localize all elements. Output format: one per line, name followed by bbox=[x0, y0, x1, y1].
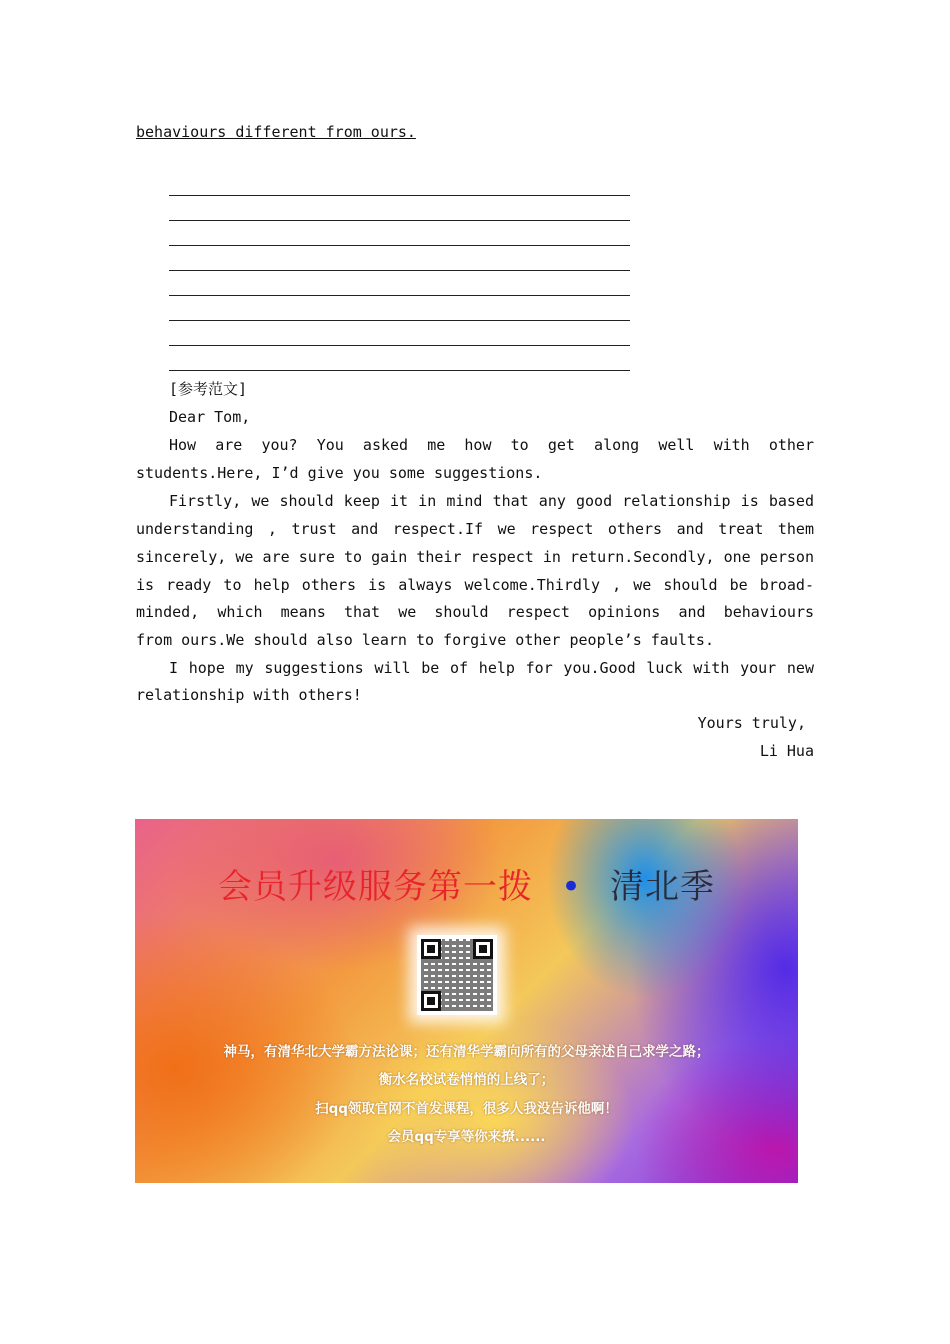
essay-line: is ready to help others is always welcome.Thirdly , we should be broad- bbox=[136, 576, 814, 594]
qr-finder-pattern bbox=[421, 991, 441, 1011]
promo-banner[interactable] bbox=[135, 819, 798, 1183]
continued-answer-text: behaviours different from ours. bbox=[136, 123, 416, 141]
writing-line bbox=[169, 245, 630, 246]
writing-line bbox=[169, 345, 630, 346]
essay-line: from ours.We should also learn to forgive other people’s faults. bbox=[136, 631, 714, 649]
banner-title-season: 清北季 bbox=[610, 867, 716, 907]
qr-finder-pattern bbox=[473, 939, 493, 959]
closing: Yours truly, bbox=[697, 714, 806, 732]
banner-line-2: 衡水名校试卷悄悄的上线了； bbox=[378, 1072, 555, 1088]
essay-line: relationship with others! bbox=[136, 686, 362, 704]
banner-line-3: 扫qq领取官网不首发课程，很多人我没告诉他啊！ bbox=[315, 1101, 618, 1117]
writing-line bbox=[169, 195, 630, 196]
writing-line bbox=[169, 220, 630, 221]
essay-line: How are you? You asked me how to get along well with other bbox=[169, 436, 814, 454]
sample-heading: [参考范文] bbox=[169, 380, 248, 398]
banner-title-main: 会员升级服务第一拨 bbox=[217, 867, 533, 907]
signature: Li Hua bbox=[759, 742, 814, 760]
qr-code[interactable] bbox=[417, 935, 497, 1015]
essay-line: minded, which means that we should respect opinions and behaviours bbox=[136, 603, 814, 621]
writing-line bbox=[169, 370, 630, 371]
salutation: Dear Tom, bbox=[169, 408, 251, 426]
essay-line: Firstly, we should keep it in mind that any good relationship is based bbox=[169, 492, 814, 510]
banner-line-4: 会员qq专享等你来撩...... bbox=[387, 1129, 546, 1145]
banner-title bbox=[135, 859, 798, 908]
writing-line bbox=[169, 270, 630, 271]
banner-title-separator: • bbox=[560, 867, 583, 907]
essay-line: understanding , trust and respect.If we respect others and treat them bbox=[136, 520, 814, 538]
writing-line bbox=[169, 320, 630, 321]
banner-line-1: 神马，有清华北大学霸方法论课；还有清华学霸向所有的父母亲述自己求学之路； bbox=[223, 1044, 710, 1060]
essay-line: sincerely, we are sure to gain their respect in return.Secondly, one person bbox=[136, 548, 814, 566]
essay-line: students.Here, I’d give you some suggestions. bbox=[136, 464, 543, 482]
essay-line: I hope my suggestions will be of help for you.Good luck with your new bbox=[169, 659, 814, 677]
writing-line bbox=[169, 295, 630, 296]
qr-finder-pattern bbox=[421, 939, 441, 959]
